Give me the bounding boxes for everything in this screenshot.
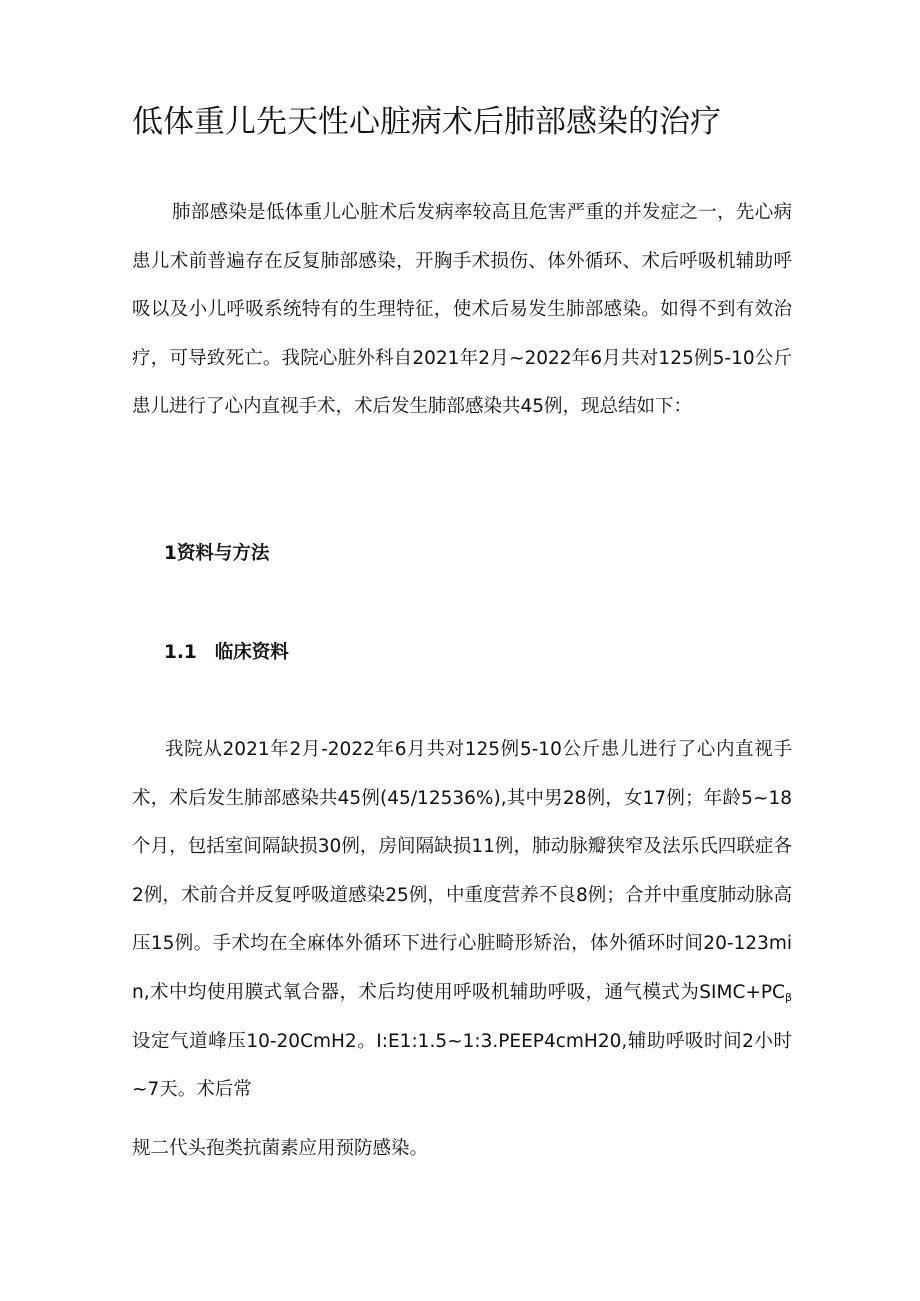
clinical-data-text-part1: 我院从2021年2月-2022年6月共对125例5-10公斤患儿进行了心内直视手术，术后发生肺部感染共45例(45/12536%),其中男28例，女17例；年龄5~18个月，包括室间隔缺损30例，房间隔缺损11例，肺动脉瓣狭窄及法乐氏四联症各2例，术前合并反复呼吸道感染25例，中重度营养不良8例；合并中重度肺动脉高压15例。手术均在全麻体外循环下进行心脏畸形矫治，体外循环时间20-123min,术中均使用膜式氧合器，术后均使用呼吸机辅助呼吸，通气模式为SIMC+PC (132, 739, 792, 1003)
section-heading: 1资料与方法 (164, 543, 270, 564)
document-title: 低体重儿先天性心脏病术后肺部感染的治疗 (132, 104, 721, 140)
ventilation-mode-subscript: β (784, 990, 792, 1004)
clinical-data-paragraph (132, 726, 792, 1115)
clinical-data-text-part2: 设定气道峰压10-20CmH2。I:E1:1.5~1:3.PEEP4cmH20,辅助呼吸时间2小时~7天。术后常 (132, 1030, 792, 1101)
subsection-number: 1.1 (164, 642, 197, 663)
continuation-line: 规二代头孢类抗菌素应用预防感染。 (132, 1138, 429, 1159)
intro-paragraph: 肺部感染是低体重儿心脏术后发病率较高且危害严重的并发症之一，先心病患儿术前普遍存在反复肺部感染，开胸手术损伤、体外循环、术后呼吸机辅助呼吸以及小儿呼吸系统特有的生理特征，使术后易发生肺部感染。如得不到有效治疗，可导致死亡。我院心脏外科自2021年2月~2022年6月共对125例5-10公斤患儿进行了心内直视手术，术后发生肺部感染共45例，现总结如下： (132, 202, 792, 418)
subsection-heading (164, 638, 289, 668)
subsection-title: 临床资料 (214, 642, 289, 663)
